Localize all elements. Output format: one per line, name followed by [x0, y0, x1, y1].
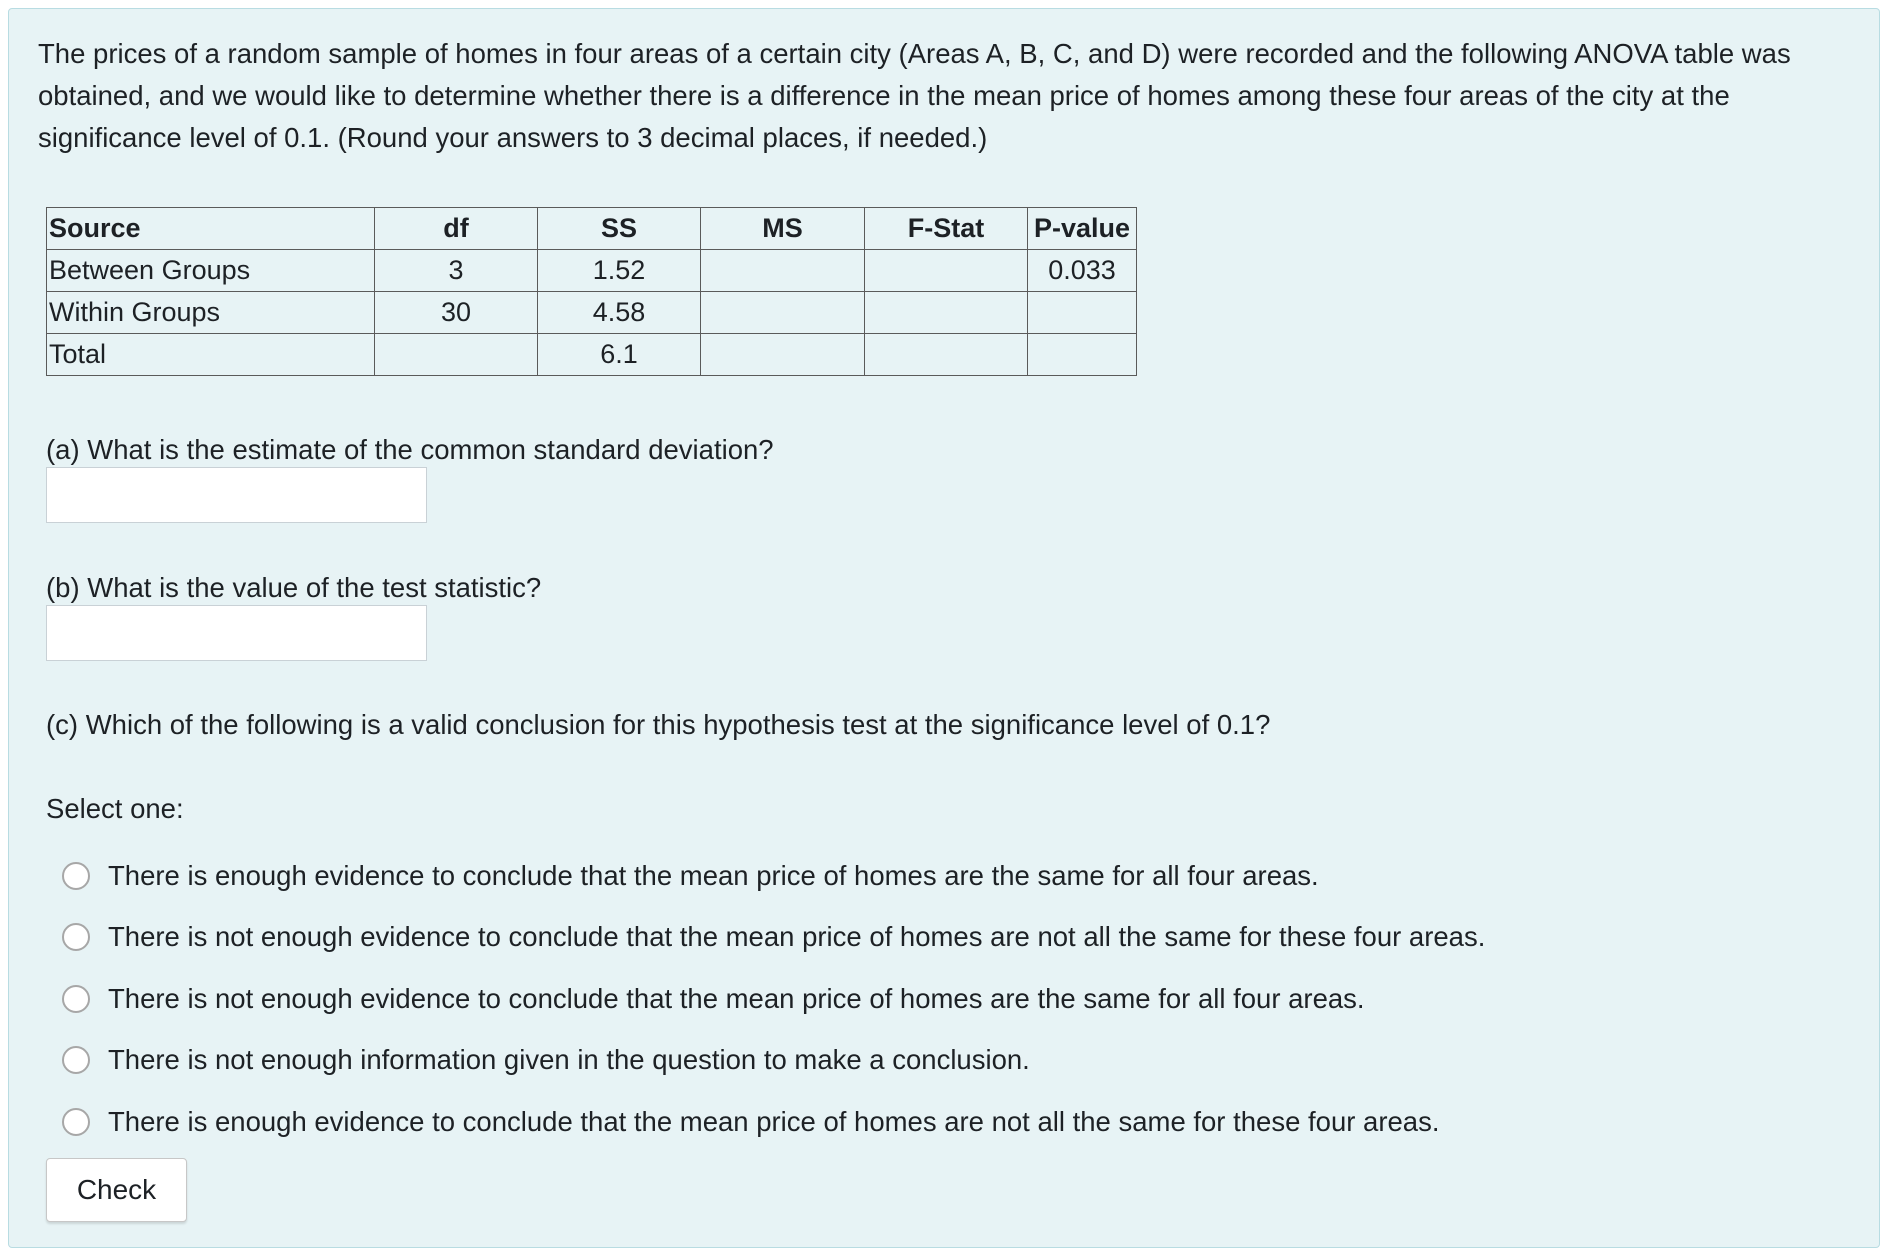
- option-label: There is not enough evidence to conclude that the mean price of homes are the same for all four areas.: [108, 983, 1365, 1014]
- option-label: There is not enough information given in the question to make a conclusion.: [108, 1044, 1030, 1075]
- cell-f-stat: [865, 334, 1028, 376]
- table-row: [47, 334, 1137, 376]
- radio-button[interactable]: [62, 923, 90, 951]
- option-5[interactable]: [62, 1106, 1439, 1138]
- question-prompt: The prices of a random sample of homes in four areas of a certain city (Areas A, B, C, and D) were recorded and the following ANOVA table was obtained, and we would like to determine whether there is a difference in the mean price of homes among these four areas of the city at the significance level of 0.1. (Round your answers to 3 decimal places, if needed.): [38, 38, 1791, 153]
- cell-df: [375, 334, 538, 376]
- option-1[interactable]: [62, 860, 1319, 892]
- option-label: There is enough evidence to conclude that the mean price of homes are the same for all four areas.: [108, 860, 1319, 891]
- cell-f-stat: [865, 250, 1028, 292]
- header-f-stat: F-Stat: [865, 208, 1028, 250]
- part-b-label: (b) What is the value of the test statistic?: [46, 572, 542, 603]
- header-source: Source: [47, 208, 375, 250]
- table-row: [47, 250, 1137, 292]
- radio-button[interactable]: [62, 862, 90, 890]
- cell-ms: [701, 334, 865, 376]
- cell-ss: 4.58: [538, 292, 701, 334]
- header-p-value: P-value: [1028, 208, 1137, 250]
- radio-button[interactable]: [62, 985, 90, 1013]
- part-c-label: (c) Which of the following is a valid conclusion for this hypothesis test at the significance level of 0.1?: [46, 709, 1271, 740]
- table-header-row: [47, 208, 1137, 250]
- option-4[interactable]: [62, 1044, 1030, 1076]
- option-label: There is enough evidence to conclude that the mean price of homes are not all the same for these four areas.: [108, 1106, 1440, 1137]
- radio-button[interactable]: [62, 1046, 90, 1074]
- cell-p-value: [1028, 292, 1137, 334]
- cell-source: Within Groups: [47, 292, 375, 334]
- select-one-label: Select one:: [46, 793, 184, 824]
- cell-ms: [701, 292, 865, 334]
- cell-source: Between Groups: [47, 250, 375, 292]
- part-a-answer-input[interactable]: [46, 467, 427, 523]
- cell-ms: [701, 250, 865, 292]
- question-content: [38, 33, 1858, 1205]
- cell-df: 30: [375, 292, 538, 334]
- radio-button[interactable]: [62, 1108, 90, 1136]
- cell-source: Total: [47, 334, 375, 376]
- option-2[interactable]: [62, 921, 1485, 953]
- cell-p-value: [1028, 334, 1137, 376]
- header-ms: MS: [701, 208, 865, 250]
- check-button[interactable]: Check: [46, 1158, 187, 1222]
- cell-df: 3: [375, 250, 538, 292]
- cell-ss: 1.52: [538, 250, 701, 292]
- header-ss: SS: [538, 208, 701, 250]
- part-b-answer-input[interactable]: [46, 605, 427, 661]
- part-a-label: (a) What is the estimate of the common standard deviation?: [46, 434, 774, 465]
- cell-f-stat: [865, 292, 1028, 334]
- header-df: df: [375, 208, 538, 250]
- anova-table: [46, 207, 1137, 376]
- question-panel: [8, 8, 1880, 1248]
- table-row: [47, 292, 1137, 334]
- option-3[interactable]: [62, 983, 1365, 1015]
- cell-p-value: 0.033: [1028, 250, 1137, 292]
- option-label: There is not enough evidence to conclude that the mean price of homes are not all the same for these four areas.: [108, 921, 1486, 952]
- cell-ss: 6.1: [538, 334, 701, 376]
